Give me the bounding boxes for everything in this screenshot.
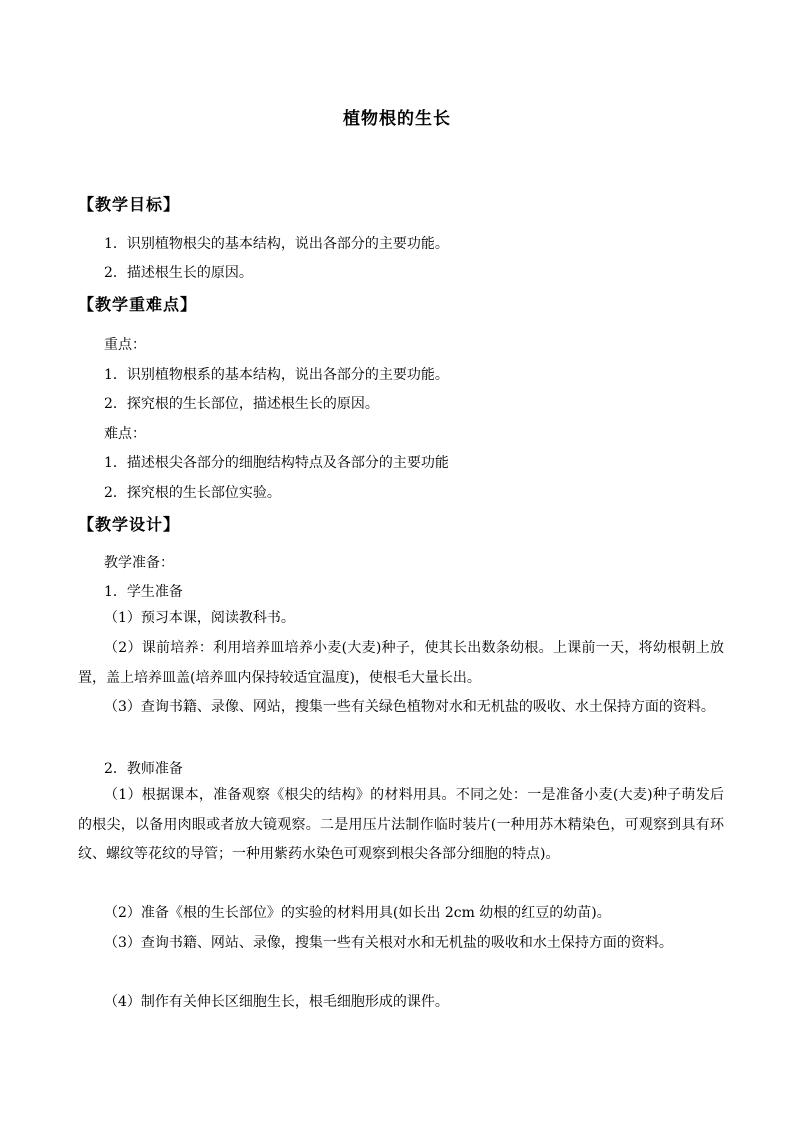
difficult-label: 难点： xyxy=(104,426,146,442)
section-heading-goals: 【教学目标】 xyxy=(78,195,181,214)
document-title: 植物根的生长 xyxy=(343,109,451,129)
section-heading-key-points: 【教学重难点】 xyxy=(78,295,198,314)
section-heading-design: 【教学设计】 xyxy=(78,515,181,534)
student-prep-item: （2）课前培养：利用培养皿培养小麦(大麦)种子，使其长出数条幼根。上课前一天，将幼根朝上放置，盖上培养皿盖(培养皿内保持较适宜温度)，使根毛大量长出。 xyxy=(78,640,724,686)
goal-item: 2．描述根生长的原因。 xyxy=(104,265,253,281)
difficult-item: 2．探究根的生长部位实验。 xyxy=(104,485,281,501)
prep-label: 教学准备： xyxy=(104,555,174,571)
student-prep-label: 1．学生准备 xyxy=(104,584,183,600)
difficult-item: 1．描述根尖各部分的细胞结构特点及各部分的主要功能 xyxy=(104,455,449,471)
teacher-prep-item: （1）根据课本，准备观察《根尖的结构》的材料用具。不同之处：一是准备小麦(大麦)种子萌发后的根尖，以备用肉眼或者放大镜观察。二是用压片法制作临时装片(一种用苏木精染色，可观察到具有环纹、螺纹等花纹的导管；一种用紫药水染色可观察到根尖各部分细胞的特点)。 xyxy=(78,787,724,862)
teacher-prep-label: 2．教师准备 xyxy=(104,761,183,777)
teacher-prep-item: （3）查询书籍、网站、录像，搜集一些有关根对水和无机盐的吸收和水土保持方面的资料。 xyxy=(104,935,673,951)
student-prep-item: （3）查询书籍、录像、网站，搜集一些有关绿色植物对水和无机盐的吸收、水土保持方面的资料。 xyxy=(104,699,715,715)
goal-item: 1．识别植物根尖的基本结构，说出各部分的主要功能。 xyxy=(104,236,449,252)
key-item: 1．识别植物根系的基本结构，说出各部分的主要功能。 xyxy=(104,367,449,383)
student-prep-item: （1）预习本课，阅读教科书。 xyxy=(104,610,295,626)
teacher-prep-item: （2）准备《根的生长部位》的实验的材料用具(如长出 2cm 幼根的红豆的幼苗)。 xyxy=(104,905,611,921)
key-item: 2．探究根的生长部位，描述根生长的原因。 xyxy=(104,396,379,412)
teacher-prep-item: （4）制作有关伸长区细胞生长，根毛细胞形成的课件。 xyxy=(104,994,449,1010)
key-label: 重点： xyxy=(104,337,146,353)
